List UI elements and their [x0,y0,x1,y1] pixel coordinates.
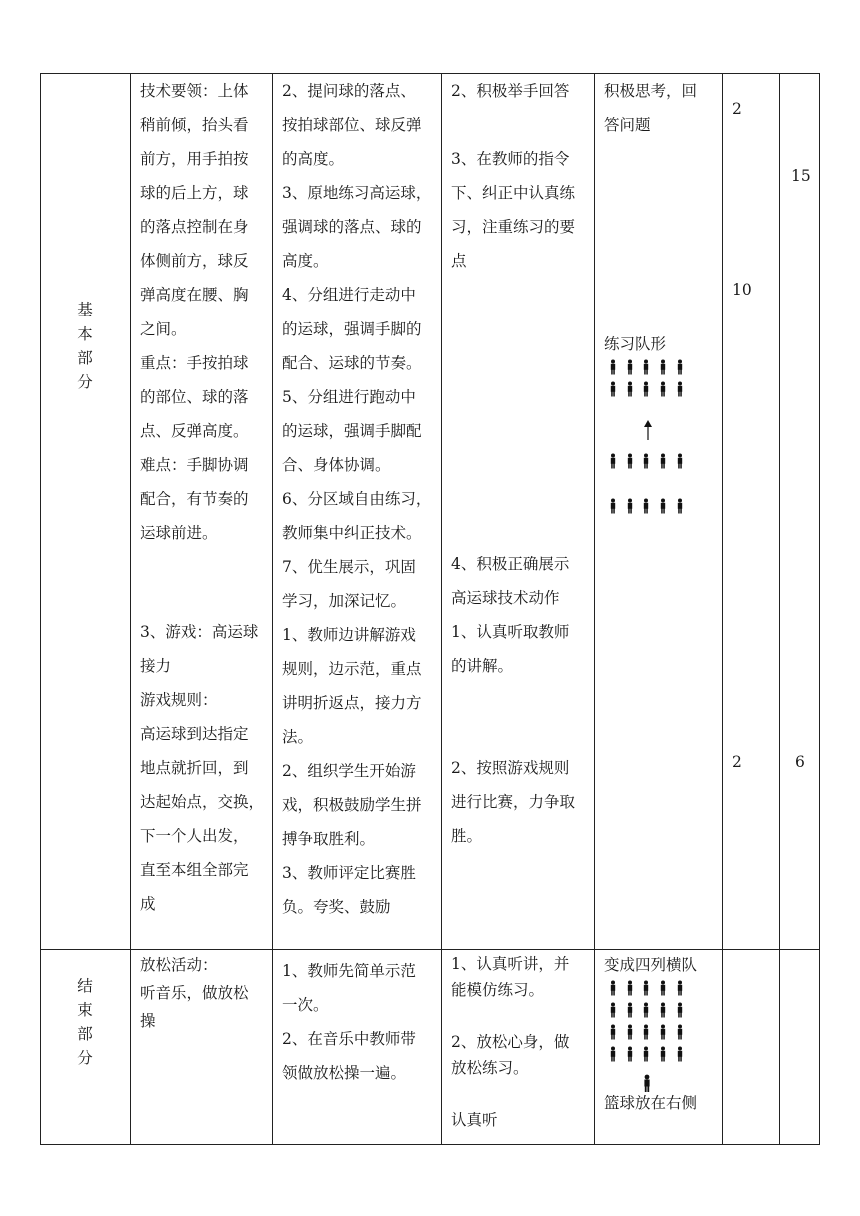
col-border-1 [40,73,41,1145]
closing-formation-diagram [600,978,700,1093]
basic-student-cell-c: 2、按照游戏规则 进行比赛，力争取 胜。 [451,759,576,845]
basic-student-cell-b: 4、积极正确展示 高运球技术动作 1、认真听取教师 的讲解。 [451,555,570,675]
basic-times-b: 10 [732,281,752,299]
closing-formation-title: 变成四列横队 [604,956,698,974]
table-bottom-border [40,1144,820,1145]
practice-formation-diagram [600,355,700,520]
basic-teacher-cell: 2、提问球的落点、 按拍球部位、球反弹 的高度。 3、原地练习高运球， 强调球的落点、球的 高度。 4、分组进行走动中 的运球，强调手脚的 配合、运球的节奏。 5、分组进行跑动中 的运球，强调手脚配 合、身体协调。 6、分区域自由练习， 教师集中纠正技术。 7、优生展示，巩固 学习，加深记忆。 1、教师边讲解游戏 规则，边示范，重点 讲明折返点，接力方 法。 2、组织学生开始游 戏，积极鼓励学生拼 搏争取胜利。 3、教师评定比赛胜 负。夸奖、鼓励 [282,82,432,916]
col-border-4 [441,73,442,1145]
col-border-6 [722,73,723,1145]
col-border-5 [594,73,595,1145]
basic-student-cell-a: 2、积极举手回答 3、在教师的指令 下、纠正中认真练 习，注重练习的要 点 [451,82,576,270]
basic-minutes-a: 15 [791,167,811,185]
col-border-8 [819,73,820,1145]
section-label-basic: 基 本 部 分 [77,301,93,391]
col-border-2 [130,73,131,1145]
basic-minutes-b: 6 [795,753,805,771]
closing-content-cell: 放松活动： 听音乐，做放松 操 [140,956,249,1030]
col-border-3 [272,73,273,1145]
closing-teacher-cell: 1、教师先简单示范 一次。 2、在音乐中教师带 领做放松操一遍。 [282,962,416,1082]
basic-content-cell: 技术要领：上体 稍前倾，抬头看 前方，用手拍按 球的后上方，球 的落点控制在身 体侧前方，球反 弹高度在腰、胸 之间。 重点：手按拍球 的部位、球的落 点、反弹高度。 难点：手脚协调 配合，有节奏的 运球前进。 [140,82,249,542]
basic-game-cell: 3、游戏：高运球 接力 游戏规则： 高运球到达指定 地点就折回，到 达起始点，交换， 下一个人出发， 直至本组全部完 成 [140,623,265,913]
closing-formation-note: 篮球放在右侧 [604,1094,698,1112]
arrow-up-icon [644,420,652,440]
basic-times-c: 2 [732,753,742,771]
col-border-7 [779,73,780,1145]
practice-formation-label: 练习队形 [604,335,667,353]
closing-student-cell: 1、认真听讲，并 能模仿练习。 2、放松心身，做 放松练习。 认真听 [451,955,570,1129]
section-label-closing: 结 束 部 分 [77,977,93,1067]
section-divider [40,949,820,950]
basic-times-a: 2 [732,100,742,118]
basic-org-text: 积极思考，回 答问题 [604,82,698,134]
